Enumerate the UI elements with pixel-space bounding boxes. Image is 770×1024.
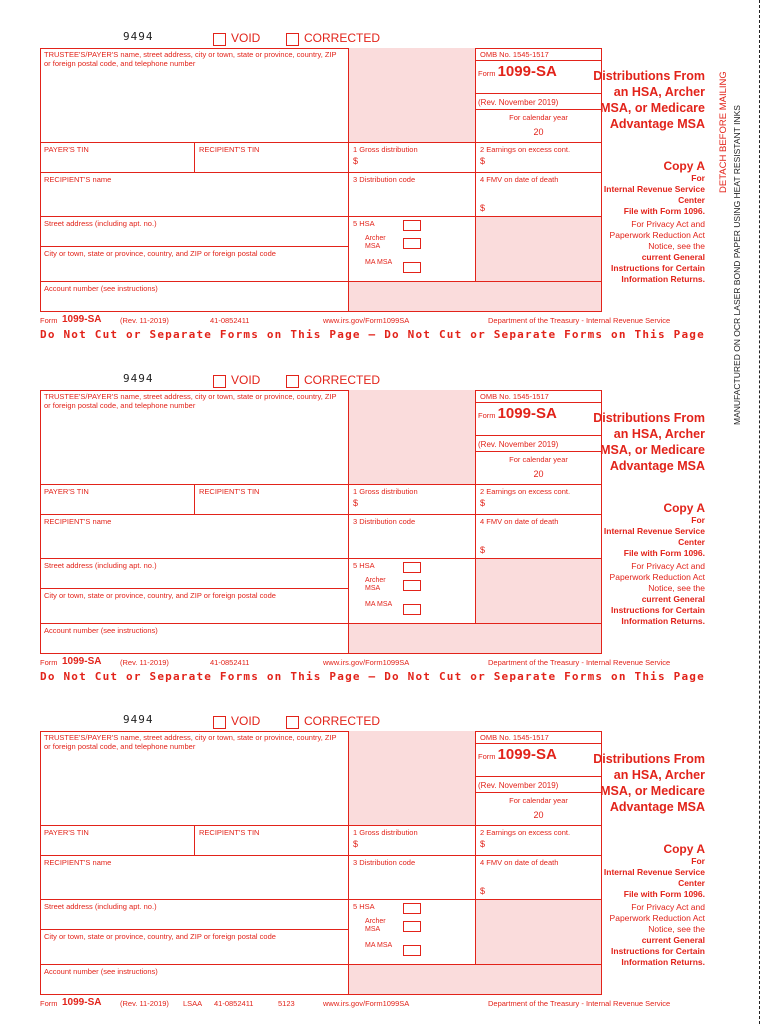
box4-label: 4 FMV on date of death bbox=[480, 517, 559, 526]
copy-general: current General Instructions for Certain Information Returns. bbox=[611, 252, 705, 284]
footer-rev: (Rev. 11-2019) bbox=[120, 658, 169, 667]
recipient-tin-field[interactable] bbox=[195, 485, 349, 515]
footer-dept: Department of the Treasury - Internal Revenue Service bbox=[488, 658, 671, 667]
box2-label: 2 Earnings on excess cont. bbox=[480, 145, 571, 154]
footer-ein: 41-0852411 bbox=[214, 999, 254, 1008]
account-label: Account number (see instructions) bbox=[44, 967, 158, 976]
void-checkbox[interactable] bbox=[213, 716, 226, 729]
recipient-name-field[interactable] bbox=[40, 515, 349, 559]
copy-for: For bbox=[691, 856, 705, 866]
box5-account-type bbox=[349, 217, 476, 282]
box1-label: 1 Gross distribution bbox=[353, 487, 418, 496]
box3-distribution-code[interactable] bbox=[349, 173, 476, 217]
recipient-tin-field[interactable] bbox=[195, 143, 349, 173]
ma-checkbox[interactable] bbox=[403, 604, 421, 615]
manufactured-text: MANUFACTURED ON OCR LASER BOND PAPER USING HEAT RESISTANT INKS bbox=[732, 105, 742, 425]
shaded-area bbox=[349, 390, 476, 485]
account-number-field[interactable] bbox=[40, 282, 349, 312]
footer-url: www.irs.gov/Form1099SA bbox=[323, 658, 410, 667]
street-label: Street address (including apt. no.) bbox=[44, 561, 157, 570]
recipient-tin-label: RECIPIENT'S TIN bbox=[199, 828, 260, 837]
dollar-sign: $ bbox=[480, 156, 486, 166]
copy-file: File with Form 1096. bbox=[623, 889, 705, 899]
box3-label: 3 Distribution code bbox=[353, 858, 416, 867]
copy-irs: Internal Revenue Service Center bbox=[603, 526, 705, 547]
archer-label: Archer MSA bbox=[365, 918, 386, 933]
archer-checkbox[interactable] bbox=[403, 921, 421, 932]
recipient-name-field[interactable] bbox=[40, 173, 349, 217]
dollar-sign: $ bbox=[480, 203, 486, 213]
shaded-area bbox=[349, 624, 602, 654]
calendar-year-label: For calendar year bbox=[509, 796, 568, 805]
copy-general: current General Instructions for Certain Information Returns. bbox=[611, 935, 705, 967]
footer-5123: 5123 bbox=[278, 999, 295, 1008]
footer-form: Form bbox=[40, 658, 58, 667]
recipient-name-label: RECIPIENT'S name bbox=[44, 517, 112, 526]
recipient-name-field[interactable] bbox=[40, 856, 349, 900]
street-address-field[interactable] bbox=[40, 217, 349, 247]
revision: (Rev. November 2019) bbox=[476, 436, 601, 452]
account-label: Account number (see instructions) bbox=[44, 284, 158, 293]
corrected-checkbox[interactable] bbox=[286, 33, 299, 46]
archer-checkbox[interactable] bbox=[403, 238, 421, 249]
copy-file: File with Form 1096. bbox=[623, 206, 705, 216]
city-label: City or town, state or province, country, and ZIP or foreign postal code bbox=[44, 591, 276, 600]
omb-number: OMB No. 1545-1517 bbox=[476, 390, 601, 403]
payer-tin-field[interactable] bbox=[40, 485, 195, 515]
form-code: 9494 bbox=[123, 372, 154, 385]
copy-privacy: For Privacy Act and Paperwork Reduction Act Notice, see the bbox=[609, 561, 705, 593]
payer-name-label: TRUSTEE'S/PAYER'S name, street address, city or town, state or province, country, ZIP or foreign postal code, and telephone number bbox=[44, 50, 337, 68]
city-field[interactable] bbox=[40, 930, 349, 965]
omb-number: OMB No. 1545-1517 bbox=[476, 731, 601, 744]
box5-account-type bbox=[349, 900, 476, 965]
form-title: Distributions From an HSA, Archer MSA, or Medicare Advantage MSA bbox=[593, 69, 705, 131]
shaded-area bbox=[349, 282, 602, 312]
void-label: VOID bbox=[231, 373, 261, 387]
hsa-checkbox[interactable] bbox=[403, 220, 421, 231]
payer-tin-field[interactable] bbox=[40, 143, 195, 173]
street-label: Street address (including apt. no.) bbox=[44, 902, 157, 911]
hsa-label: 5 HSA bbox=[353, 219, 375, 228]
payer-name-label: TRUSTEE'S/PAYER'S name, street address, city or town, state or province, country, ZIP or foreign postal code, and telephone number bbox=[44, 392, 337, 410]
ma-label: MA MSA bbox=[365, 259, 393, 266]
dollar-sign: $ bbox=[480, 886, 486, 896]
footer-form-number: 1099-SA bbox=[62, 314, 102, 325]
hsa-checkbox[interactable] bbox=[403, 562, 421, 573]
copy-privacy: For Privacy Act and Paperwork Reduction Act Notice, see the bbox=[609, 902, 705, 934]
form-grid bbox=[40, 731, 705, 995]
footer-ein: 41-0852411 bbox=[210, 658, 250, 667]
box3-label: 3 Distribution code bbox=[353, 175, 416, 184]
payer-name-field[interactable] bbox=[40, 390, 349, 485]
city-field[interactable] bbox=[40, 589, 349, 624]
box4-label: 4 FMV on date of death bbox=[480, 175, 559, 184]
copy-a-label: Copy A bbox=[663, 501, 705, 515]
form-prefix: Form bbox=[478, 752, 496, 761]
shaded-area bbox=[349, 731, 476, 826]
city-field[interactable] bbox=[40, 247, 349, 282]
recipient-name-label: RECIPIENT'S name bbox=[44, 858, 112, 867]
shaded-area bbox=[349, 48, 476, 143]
box4-label: 4 FMV on date of death bbox=[480, 858, 559, 867]
calendar-year-label: For calendar year bbox=[509, 455, 568, 464]
dollar-sign: $ bbox=[480, 545, 486, 555]
void-checkbox[interactable] bbox=[213, 33, 226, 46]
copy-a-label: Copy A bbox=[663, 159, 705, 173]
payer-tin-label: PAYER'S TIN bbox=[44, 145, 89, 154]
footer-dept: Department of the Treasury - Internal Revenue Service bbox=[488, 316, 671, 325]
void-label: VOID bbox=[231, 714, 261, 728]
footer-dept: Department of the Treasury - Internal Revenue Service bbox=[488, 999, 671, 1008]
dollar-sign: $ bbox=[353, 156, 359, 166]
footer-url: www.irs.gov/Form1099SA bbox=[323, 316, 410, 325]
do-not-cut-warning: Do Not Cut or Separate Forms on This Page — Do Not Cut or Separate Forms on This Page bbox=[40, 670, 705, 683]
box2-label: 2 Earnings on excess cont. bbox=[480, 487, 571, 496]
hsa-checkbox[interactable] bbox=[403, 903, 421, 914]
form-title: Distributions From an HSA, Archer MSA, or Medicare Advantage MSA bbox=[593, 411, 705, 473]
corrected-checkbox[interactable] bbox=[286, 375, 299, 388]
box1-gross-distribution[interactable] bbox=[349, 143, 476, 173]
dollar-sign: $ bbox=[480, 839, 486, 849]
city-label: City or town, state or province, country, and ZIP or foreign postal code bbox=[44, 249, 276, 258]
copy-privacy: For Privacy Act and Paperwork Reduction Act Notice, see the bbox=[609, 219, 705, 251]
form-grid bbox=[40, 48, 705, 312]
box4-fmv[interactable] bbox=[476, 515, 602, 559]
box1-label: 1 Gross distribution bbox=[353, 145, 418, 154]
copy-file: File with Form 1096. bbox=[623, 548, 705, 558]
ma-label: MA MSA bbox=[365, 942, 393, 949]
footer-url: www.irs.gov/Form1099SA bbox=[323, 999, 410, 1008]
payer-name-field[interactable] bbox=[40, 731, 349, 826]
void-checkbox[interactable] bbox=[213, 375, 226, 388]
recipient-tin-field[interactable] bbox=[195, 826, 349, 856]
copy-general: current General Instructions for Certain Information Returns. bbox=[611, 594, 705, 626]
form-prefix: Form bbox=[478, 411, 496, 420]
ma-checkbox[interactable] bbox=[403, 945, 421, 956]
corrected-checkbox[interactable] bbox=[286, 716, 299, 729]
shaded-area bbox=[349, 965, 602, 995]
corrected-label: CORRECTED bbox=[304, 373, 381, 387]
account-number-field[interactable] bbox=[40, 965, 349, 995]
footer-rev: (Rev. 11-2019) bbox=[120, 999, 169, 1008]
footer-ein: 41-0852411 bbox=[210, 316, 250, 325]
box3-distribution-code[interactable] bbox=[349, 856, 476, 900]
account-number-field[interactable] bbox=[40, 624, 349, 654]
do-not-cut-warning: Do Not Cut or Separate Forms on This Page — Do Not Cut or Separate Forms on This Page bbox=[40, 328, 705, 341]
dollar-sign: $ bbox=[480, 498, 486, 508]
box4-fmv[interactable] bbox=[476, 173, 602, 217]
payer-tin-label: PAYER'S TIN bbox=[44, 828, 89, 837]
revision: (Rev. November 2019) bbox=[476, 777, 601, 793]
void-label: VOID bbox=[231, 31, 261, 45]
box3-label: 3 Distribution code bbox=[353, 517, 416, 526]
cut-line bbox=[759, 0, 760, 1024]
corrected-label: CORRECTED bbox=[304, 31, 381, 45]
recipient-tin-label: RECIPIENT'S TIN bbox=[199, 487, 260, 496]
ma-label: MA MSA bbox=[365, 601, 393, 608]
side-margin bbox=[718, 0, 742, 1024]
copy-a-block bbox=[600, 502, 705, 627]
omb-number: OMB No. 1545-1517 bbox=[476, 48, 601, 61]
payer-tin-label: PAYER'S TIN bbox=[44, 487, 89, 496]
form-number: 1099-SA bbox=[497, 746, 557, 763]
archer-label: Archer MSA bbox=[365, 577, 386, 592]
shaded-area bbox=[476, 559, 602, 624]
box1-label: 1 Gross distribution bbox=[353, 828, 418, 837]
footer-form: Form bbox=[40, 316, 58, 325]
calendar-year[interactable]: 20 bbox=[533, 810, 544, 820]
box2-label: 2 Earnings on excess cont. bbox=[480, 828, 571, 837]
street-address-field[interactable] bbox=[40, 900, 349, 930]
copy-irs: Internal Revenue Service Center bbox=[603, 867, 705, 888]
shaded-area bbox=[476, 217, 602, 282]
form-code: 9494 bbox=[123, 713, 154, 726]
street-label: Street address (including apt. no.) bbox=[44, 219, 157, 228]
dollar-sign: $ bbox=[353, 498, 359, 508]
box2-earnings[interactable] bbox=[476, 485, 602, 515]
archer-label: Archer MSA bbox=[365, 235, 386, 250]
payer-name-label: TRUSTEE'S/PAYER'S name, street address, city or town, state or province, country, ZIP or foreign postal code, and telephone number bbox=[44, 733, 337, 751]
box5-account-type bbox=[349, 559, 476, 624]
form-title: Distributions From an HSA, Archer MSA, or Medicare Advantage MSA bbox=[593, 752, 705, 814]
city-label: City or town, state or province, country, and ZIP or foreign postal code bbox=[44, 932, 276, 941]
street-address-field[interactable] bbox=[40, 559, 349, 589]
box2-earnings[interactable] bbox=[476, 143, 602, 173]
footer-form: Form bbox=[40, 999, 58, 1008]
calendar-year[interactable]: 20 bbox=[533, 127, 544, 137]
footer-form-number: 1099-SA bbox=[62, 656, 102, 667]
account-label: Account number (see instructions) bbox=[44, 626, 158, 635]
dollar-sign: $ bbox=[353, 839, 359, 849]
archer-checkbox[interactable] bbox=[403, 580, 421, 591]
footer-form-number: 1099-SA bbox=[62, 997, 102, 1008]
form-prefix: Form bbox=[478, 69, 496, 78]
hsa-label: 5 HSA bbox=[353, 561, 375, 570]
footer-lsaa: LSAA bbox=[183, 999, 203, 1008]
copy-irs: Internal Revenue Service Center bbox=[603, 184, 705, 205]
recipient-name-label: RECIPIENT'S name bbox=[44, 175, 112, 184]
payer-tin-field[interactable] bbox=[40, 826, 195, 856]
copy-a-block bbox=[600, 160, 705, 285]
box2-earnings[interactable] bbox=[476, 826, 602, 856]
revision: (Rev. November 2019) bbox=[476, 94, 601, 110]
form-number: 1099-SA bbox=[497, 63, 557, 80]
form-code: 9494 bbox=[123, 30, 154, 43]
copy-a-block bbox=[600, 843, 705, 968]
form-grid bbox=[40, 390, 705, 654]
copy-a-label: Copy A bbox=[663, 842, 705, 856]
form-number: 1099-SA bbox=[497, 405, 557, 422]
recipient-tin-label: RECIPIENT'S TIN bbox=[199, 145, 260, 154]
hsa-label: 5 HSA bbox=[353, 902, 375, 911]
calendar-year-label: For calendar year bbox=[509, 113, 568, 122]
detach-text: DETACH BEFORE MAILING bbox=[718, 71, 729, 193]
payer-name-field[interactable] bbox=[40, 48, 349, 143]
copy-for: For bbox=[691, 173, 705, 183]
shaded-area bbox=[476, 900, 602, 965]
corrected-label: CORRECTED bbox=[304, 714, 381, 728]
ma-checkbox[interactable] bbox=[403, 262, 421, 273]
box4-fmv[interactable] bbox=[476, 856, 602, 900]
footer-rev: (Rev. 11-2019) bbox=[120, 316, 169, 325]
calendar-year[interactable]: 20 bbox=[533, 469, 544, 479]
box3-distribution-code[interactable] bbox=[349, 515, 476, 559]
box1-gross-distribution[interactable] bbox=[349, 826, 476, 856]
box1-gross-distribution[interactable] bbox=[349, 485, 476, 515]
copy-for: For bbox=[691, 515, 705, 525]
